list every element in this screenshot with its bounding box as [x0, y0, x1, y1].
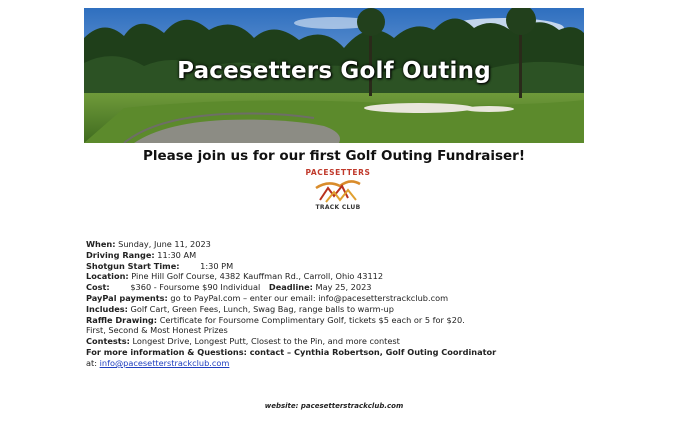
prizes-line: First, Second & Most Honest Prizes	[86, 325, 228, 336]
cost-value: $360 - Foursome $90 Individual	[130, 282, 261, 293]
more-info-label: For more information & Questions: contact – Cynthia Robertson, Golf Outing Coordinator	[86, 346, 497, 357]
paypal-value: go to PayPal.com – enter our email: info@pacesetterstrackclub.com	[170, 292, 449, 303]
contests-row	[86, 336, 606, 347]
includes-row	[86, 304, 606, 315]
more-info-row	[86, 347, 606, 358]
cost-label: Cost:	[86, 282, 110, 293]
when-row	[86, 239, 606, 250]
driving-range-label: Driving Range:	[86, 249, 155, 260]
shotgun-label: Shotgun Start Time:	[86, 260, 180, 271]
paypal-label: PayPal payments:	[86, 292, 168, 303]
raffle-label: Raffle Drawing:	[86, 314, 158, 325]
prizes-row	[86, 325, 606, 336]
when-value: Sunday, June 11, 2023	[118, 239, 211, 249]
raffle-value: Certificate for Foursome Complimentary Golf, tickets $5 each or 5 for $20.	[159, 314, 465, 325]
deadline-value: May 25, 2023	[315, 282, 372, 293]
at-label: at:	[86, 357, 97, 368]
includes-label: Includes:	[86, 303, 128, 314]
website-footer: website: pacesetterstrackclub.com	[264, 402, 404, 410]
contests-value: Longest Drive, Longest Putt, Closest to the Pin, and more contest	[132, 336, 400, 347]
driving-range-row	[86, 250, 606, 261]
contests-label: Contests:	[86, 336, 130, 347]
banner-title: Pacesetters Golf Outing	[177, 58, 491, 84]
location-value: Pine Hill Golf Course, 4382 Kauffman Rd., Carroll, Ohio 43112	[131, 271, 384, 282]
logo-bottom-text: TRACK CLUB	[315, 204, 361, 211]
shotgun-value: 1:30 PM	[200, 260, 234, 271]
shotgun-row	[86, 261, 606, 272]
includes-value: Golf Cart, Green Fees, Lunch, Swag Bag, range balls to warm-up	[130, 303, 394, 314]
golf-course-banner	[84, 8, 584, 143]
pacesetters-logo	[298, 168, 378, 216]
email-link[interactable]: info@pacesetterstrackclub.com	[99, 357, 230, 368]
logo-top-text: PACESETTERS	[305, 168, 371, 177]
location-label: Location:	[86, 271, 129, 282]
cost-row	[86, 282, 606, 293]
when-label: When:	[86, 239, 116, 249]
deadline-label: Deadline:	[268, 282, 313, 293]
driving-range-value: 11:30 AM	[157, 249, 197, 260]
invite-heading: Please join us for our first Golf Outing Fundraiser!	[142, 148, 525, 164]
location-row	[86, 271, 606, 282]
event-details	[86, 239, 606, 369]
raffle-row	[86, 315, 606, 326]
paypal-row	[86, 293, 606, 304]
email-row	[86, 358, 606, 369]
